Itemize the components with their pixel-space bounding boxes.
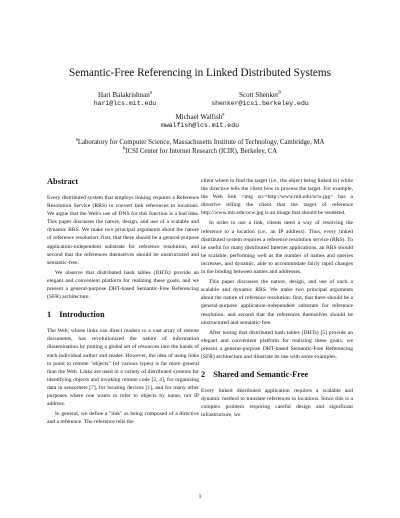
body-paragraph: client where to find the target (i.e., the object being linked to) while the directive tells the client how to process the target. For example, the Web link <img src=http://www.mit.edu/ocw.jpg> has a directive telling the client that the target of reference http://www.mit.edu/ocw.jpg is an image that should be rendered.: [201, 178, 353, 217]
intro-paragraph: The Web, whose links can direct readers to a vast array of remote documents, has revolutionized the nature of information dissemination by putting a global set of resources into the hands of each individual author and reader. However, the idea of using links to point to remote "objects" (of various types) is far more general than the Web. Links are used in a variety of distributed systems for identifying objects and invoking remote code [2, 4], for organizing data in sensornets [7], for locating devices [1], and for many other purposes where one wants to refer to objects by name, not IP address.: [47, 328, 199, 408]
author-name: Michael Walfish: [175, 113, 223, 121]
affil-text: ICSI Center for Internet Research (ICIR), Berkeley, CA: [125, 148, 278, 155]
abstract-heading: Abstract: [47, 177, 79, 186]
abstract-paragraph: Every distributed system that employs linking requires a Reference Resolution Service (RRS) to convert link references to locations. We argue that the Web's use of DNS for this function is a bad idea. This paper discusses the nature, design, and use of a scalable and dynamic RRS. We make two principal arguments about the nature of reference resolution: first, that there should be a general-purpose application-independent substrate for reference resolution, and second that the references themselves should be unstructured and semantic-free.: [47, 195, 199, 266]
affil-text: Laboratory for Computer Science, Massachusetts Institute of Technology, Cambridge, MA: [77, 139, 325, 146]
section-title: Introduction: [59, 310, 105, 320]
affiliation-2: [0, 148, 400, 156]
section2-paragraph: Every linked distributed application requires a scalable and dynamic method to translate references to locations. Since this is a complex problem requiring careful design and significant infrastructure, we: [201, 388, 353, 419]
right-column: [201, 177, 353, 421]
section-number: 2: [201, 370, 206, 380]
author-email: shenker@icsi.berkeley.edu: [211, 99, 309, 107]
author-email: hari@lcs.mit.edu: [93, 99, 157, 107]
page-number: 1: [198, 494, 202, 500]
author-block-2: [190, 91, 330, 108]
affil-mark: b: [122, 146, 126, 152]
abstract-paragraph: We observe that distributed hash tables (DHTs) provide an elegant and convenient platform for realizing these goals, and we present a general-purpose DHT-based Semantic-Free Referencing (SFR) architecture.: [47, 269, 199, 301]
body-paragraph: After noting that distributed hash tables (DHTs) [5] provide an elegant and convenient platform for realizing these goals, we present a general-purpose DHT-based Semantic-Free Referencing (SFR) architecture and illustrate its use with some examples.: [201, 329, 353, 360]
affil-mark: a: [75, 137, 78, 143]
paper-title: Semantic-Free Referencing in Linked Distributed Systems: [69, 67, 331, 79]
author-name: Hari Balakrishnan: [97, 91, 150, 99]
author-email: mwalfish@lcs.mit.edu: [160, 121, 239, 129]
section-number: 1: [47, 310, 52, 320]
section-heading-intro: [47, 310, 199, 320]
author-affil-mark: a: [149, 90, 153, 96]
left-column: [47, 177, 199, 428]
author-block-1: [70, 91, 180, 108]
body-paragraph: This paper discusses the nature, design, and use of such a scalable and dynamic RRS. We make two principal arguments about the nature of reference resolution: first, that there should be a general-purpose application-independent substrate for reference resolution, and second that the references themselves should be unstructured and semantic-free.: [201, 279, 353, 326]
body-paragraph: In order to use a link, clients need a way of resolving the reference to a location (i.e., an IP address). Thus, every linked distributed system requires a reference resolution service (RRS). To be useful for many distributed Internet applications, an RRS should be scalable, performing well as the number of names and queries increases, and dynamic, able to accommodate fairly rapid changes in the binding between names and addresses.: [201, 220, 353, 276]
intro-paragraph: In general, we define a "link" as being composed of a directive and a reference. The reference tells the: [47, 411, 199, 426]
author-affil-mark: b: [278, 90, 282, 96]
author-block-3: [120, 113, 280, 130]
affiliation-1: [0, 139, 400, 147]
section-heading-shared: [201, 370, 353, 380]
author-affil-mark: a: [222, 112, 225, 118]
section-title: Shared and Semantic-Free: [213, 370, 309, 380]
author-name: Scott Shenker: [238, 91, 279, 99]
